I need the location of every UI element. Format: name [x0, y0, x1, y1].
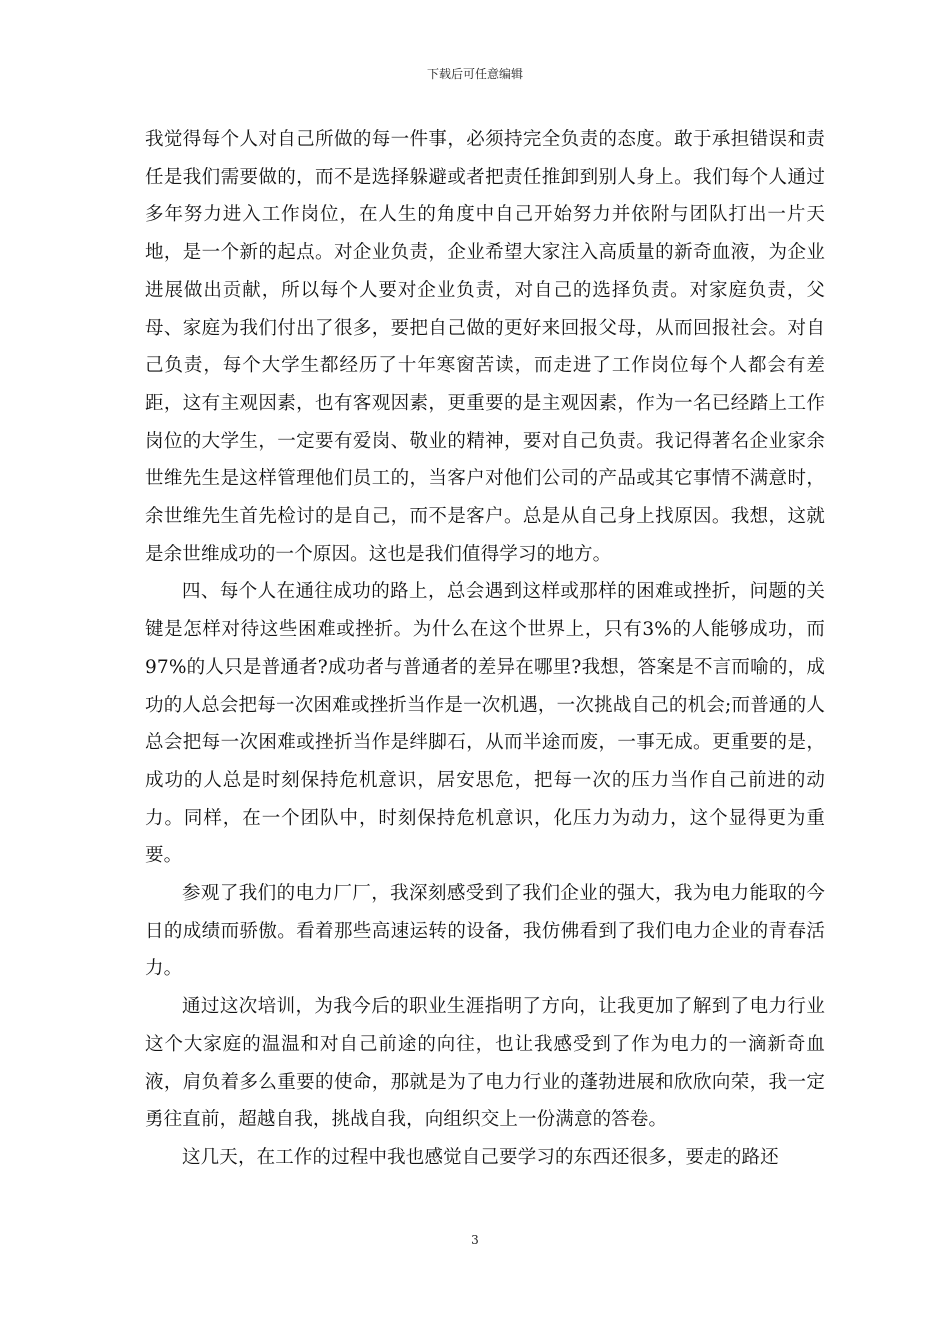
paragraph-4: 通过这次培训，为我今后的职业生涯指明了方向，让我更加了解到了电力行业这个大家庭的温温和对自己前途的向往，也让我感受到了作为电力的一滴新奇血液，肩负着多么重要的使命，那就是为了电力行业的蓬勃进展和欣欣向荣，我一定勇往直前，超越自我，挑战自我，向组织交上一份满意的答卷。 [145, 996, 825, 1131]
page-number: 3 [471, 1233, 479, 1247]
paragraph-1: 我觉得每个人对自己所做的每一件事，必须持完全负责的态度。敢于承担错误和责任是我们需要做的，而不是选择躲避或者把责任推卸到别人身上。我们每个人通过多年努力进入工作岗位，在人生的角度中自己开始努力并依附与团队打出一片天地，是一个新的起点。对企业负责，企业希望大家注入高质量的新奇血液，为企业进展做出贡献，所以每个人要对企业负责，对自己的选择负责。对家庭负责，父母、家庭为我们付出了很多，要把自己做的更好来回报父母，从而回报社会。对自己负责，每个大学生都经历了十年寒窗苦读，而走进了工作岗位每个人都会有差距，这有主观因素，也有客观因素，更重要的是主观因素，作为一名已经踏上工作岗位的大学生，一定要有爱岗、敬业的精神，要对自己负责。我记得著名企业家余世维先生是这样管理他们员工的，当客户对他们公司的产品或其它事情不满意时，余世维先生首先检讨的是自己，而不是客户。总是从自己身上找原因。我想，这就是余世维成功的一个原因。这也是我们值得学习的地方。 [145, 129, 825, 565]
page-header: 下载后可任意编辑 [426, 67, 523, 81]
paragraph-2: 四、每个人在通往成功的路上，总会遇到这样或那样的困难或挫折，问题的关键是怎样对待这些困难或挫折。为什么在这个世界上，只有3%的人能够成功，而97%的人只是普通者?成功者与普通者的差异在哪里?我想，答案是不言而喻的，成功的人总会把每一次困难或挫折当作是一次机遇，一次挑战自己的机会;而普通的人总会把每一次困难或挫折当作是绊脚石，从而半途而废，一事无成。更重要的是，成功的人总是时刻保持危机意识，居安思危，把每一次的压力当作自己前进的动力。同样，在一个团队中，时刻保持危机意识，化压力为动力，这个显得更为重要。 [145, 581, 825, 867]
paragraph-3: 参观了我们的电力厂厂，我深刻感受到了我们企业的强大，我为电力能取的今日的成绩而骄傲。看着那些高速运转的设备，我仿佛看到了我们电力企业的青春活力。 [145, 883, 825, 980]
document-body [145, 121, 825, 1177]
paragraph-5: 这几天，在工作的过程中我也感觉自己要学习的东西还很多，要走的路还 [182, 1146, 779, 1168]
